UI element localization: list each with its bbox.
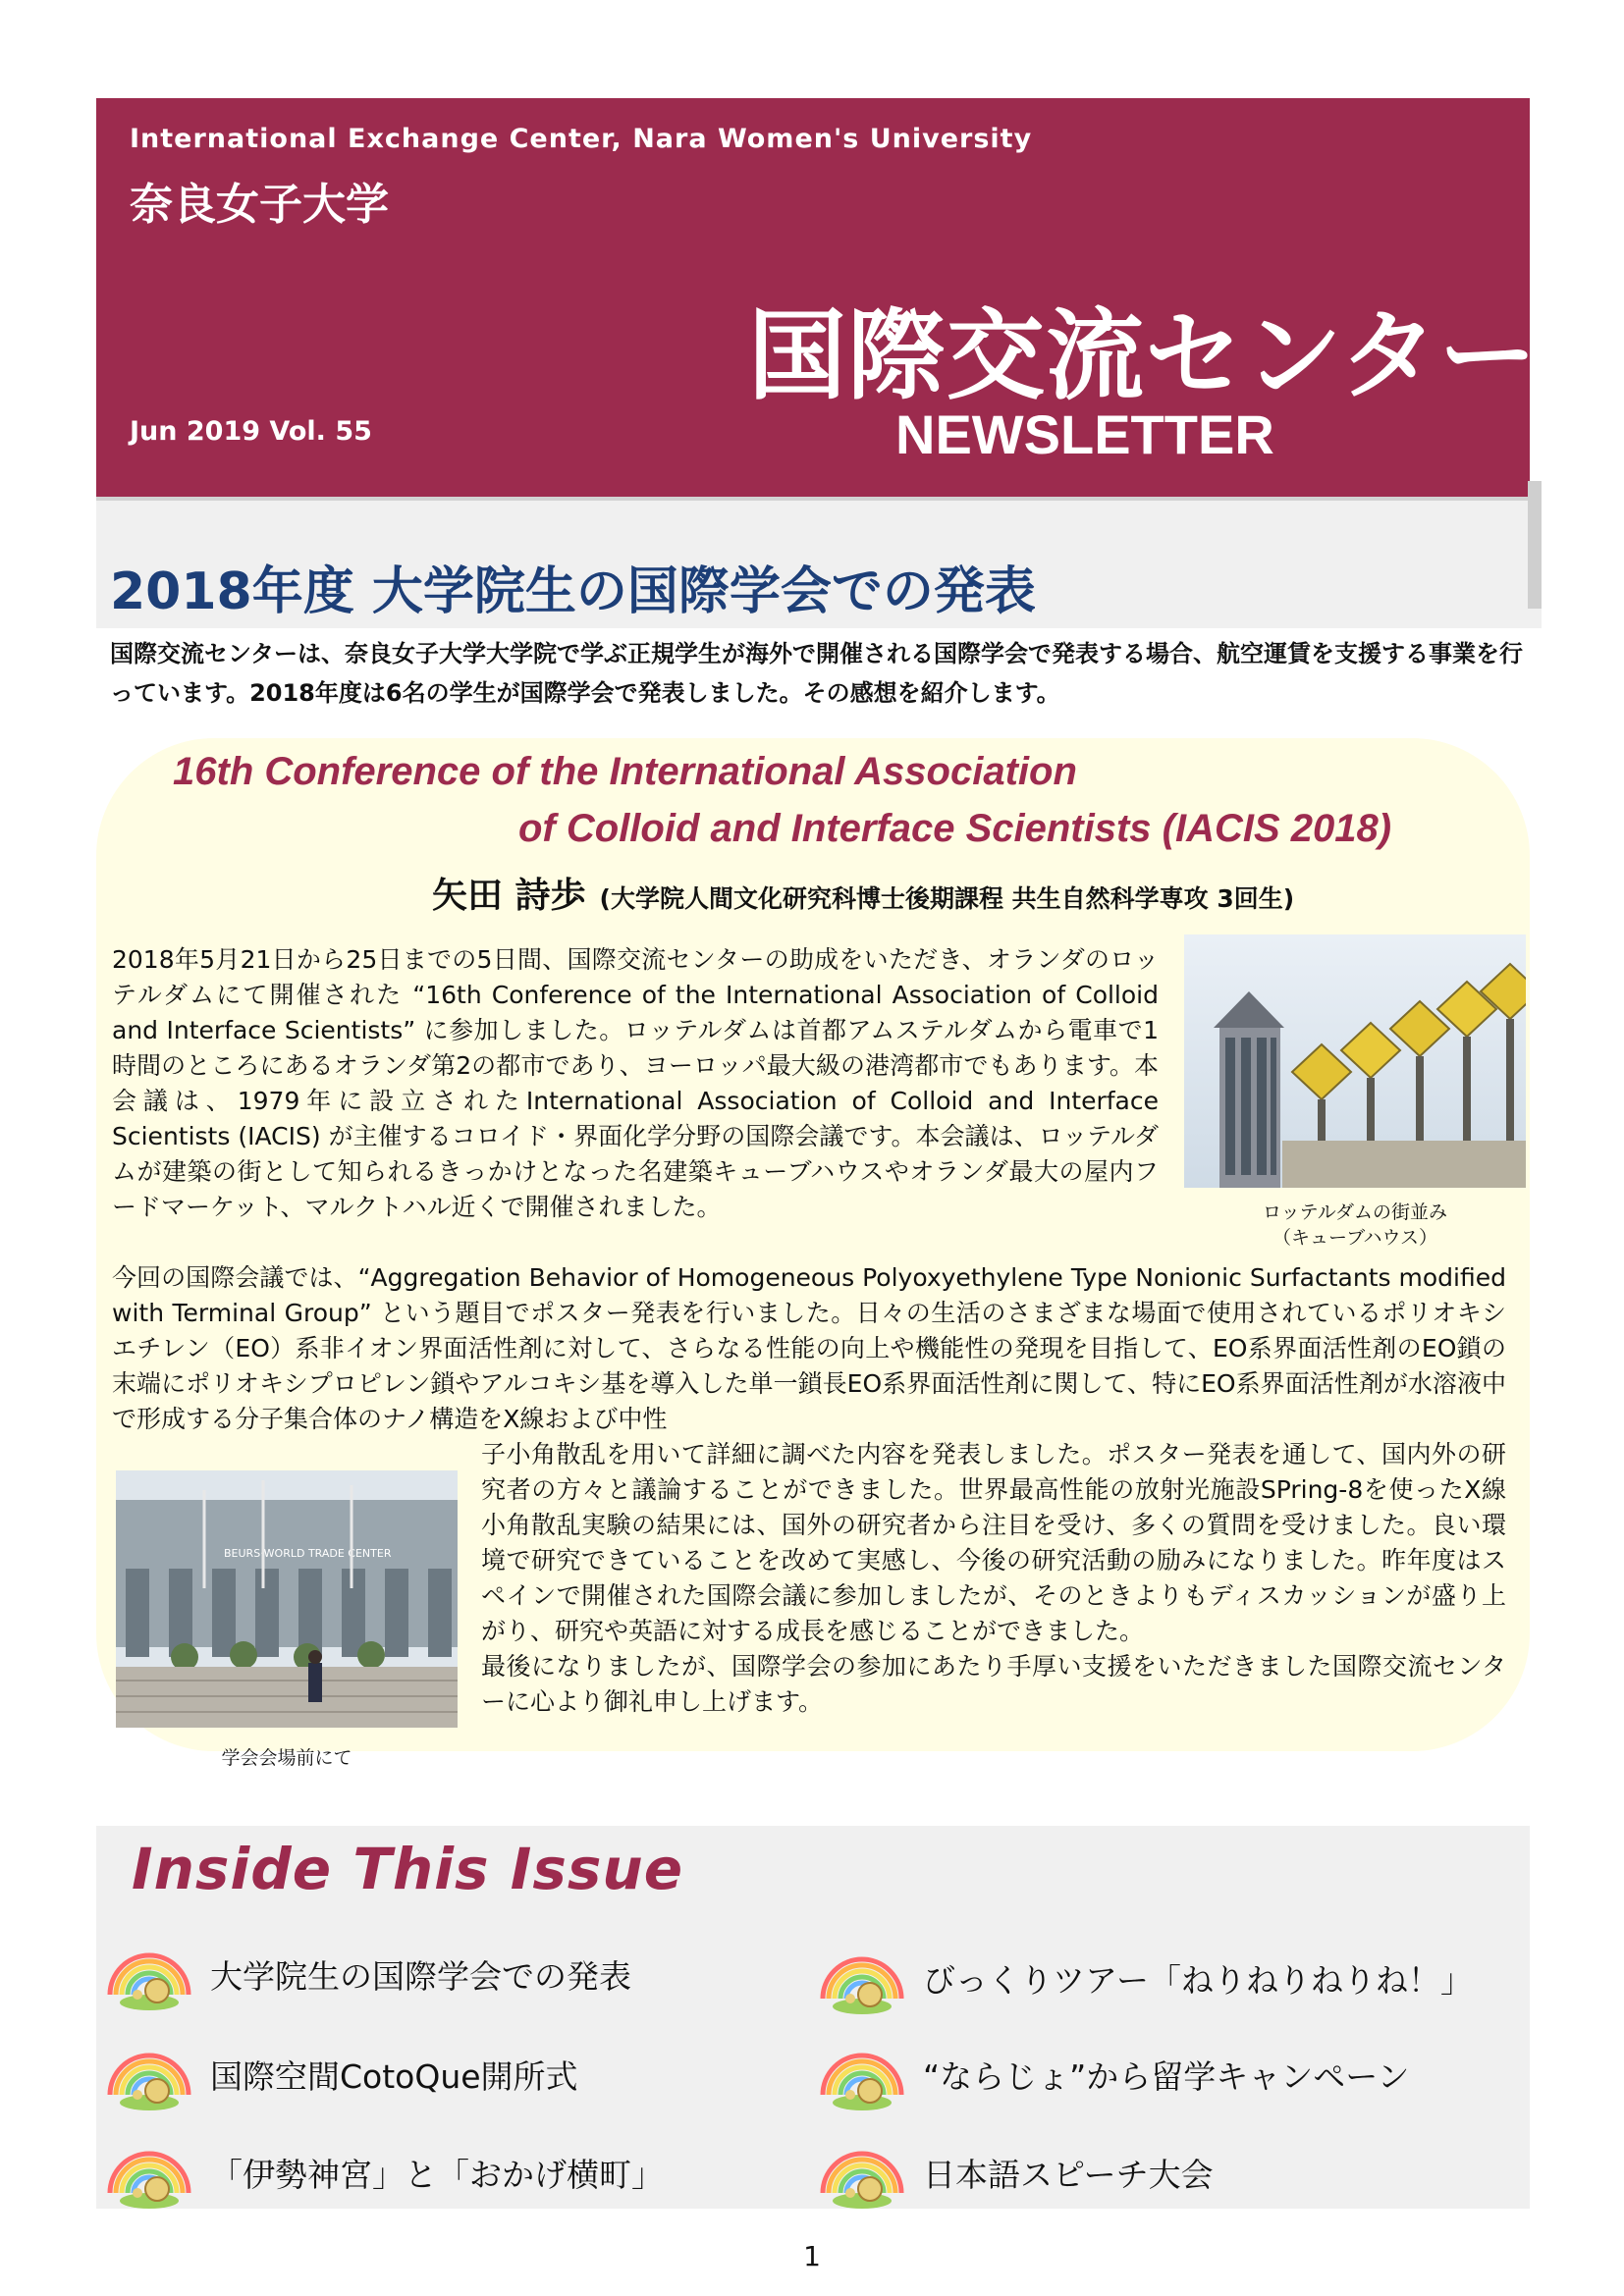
photo-conference-venue	[116, 1470, 458, 1728]
photo-cube-houses	[1184, 934, 1526, 1188]
article-paragraph-1: 2018年5月21日から25日までの5日間、国際交流センターの助成をいただき、オランダのロッテルダムにて開催された “16th Conference of the International Association of Colloid and Interface Scientists” に参加しました。ロッテルダムは首都アムステルダムから電車で1時間のところにあるオランダ第2の都市であり、ヨーロッパ最大級の港湾都市でもあります。本会議は、1979年に設立されたInternational Association of Colloid and Interface Scientists (IACIS) が主催するコロイド・界面化学分野の国際会議です。本会議は、ロッテルダムが建築の街として知られるきっかけとなった名建築キューブハウスやオランダ最大の屋内フードマーケット、マルクトハル近くで開催されました。	[112, 945, 1159, 1221]
issue-item-label: 国際空間CotoQue開所式	[210, 2057, 578, 2096]
photo-venue-caption: 学会会場前にて	[221, 1747, 352, 1769]
author-line	[432, 868, 1294, 918]
issue-item	[815, 2026, 1443, 2116]
org-name-ja: 奈良女子大学	[130, 180, 389, 230]
issue-volume: Jun 2019 Vol. 55	[130, 416, 372, 447]
issue-item-label: 日本語スピーチ大会	[923, 2156, 1214, 2194]
photo-cube-houses-caption	[1184, 1200, 1526, 1251]
article-paragraph-2: 今回の国際会議では、“Aggregation Behavior of Homogeneous Polyoxyethylene Type Nonionic Surfactants modified with Terminal Group” という題目でポスター発表を行いました。日々の生活のさまざまな場面で使用されているポリオキシエチレン（EO）系非イオン界面活性剤に対して、さらなる性能の向上や機能性の発現を目指して、EO系界面活性剤のEO鎖の末端にポリオキシプロピレン鎖やアルコキシ基を導入した単一鎖長EO系界面活性剤に関して、特にEO系界面活性剤が水溶液中で形成する分子集合体のナノ構造をX線および中性	[112, 1263, 1506, 1433]
author-name: 矢田 詩歩	[432, 876, 586, 916]
section-band-edge	[1528, 481, 1542, 609]
issue-item	[102, 2124, 731, 2215]
issue-item	[815, 1930, 1474, 2020]
caption-line-1: ロッテルダムの街並み	[1263, 1201, 1447, 1223]
rainbow-snail-icon	[102, 2026, 196, 2116]
rainbow-snail-icon	[102, 1926, 196, 2016]
issue-item-label: 大学院生の国際学会での発表	[210, 1957, 631, 1996]
issue-item	[102, 1926, 731, 2016]
issue-item-label: 「伊勢神宮」と「おかげ横町」	[210, 2156, 664, 2194]
article-column-right	[481, 1437, 1506, 1720]
author-affiliation: (大学院人間文化研究科博士後期課程 共生自然科学専攻 3回生)	[599, 884, 1295, 913]
issue-item	[815, 2124, 1443, 2215]
conference-title-line2: of Colloid and Interface Scientists (IACIS 2018)	[518, 807, 1392, 850]
caption-line-2: （キューブハウス）	[1272, 1227, 1437, 1249]
org-name-en: International Exchange Center, Nara Women's University	[130, 124, 1033, 154]
venue-sign: BEURS·WORLD TRADE CENTER	[224, 1547, 392, 1560]
conference-title-line1: 16th Conference of the International Association	[173, 750, 1077, 793]
rainbow-snail-icon	[102, 2124, 196, 2215]
page-number: 1	[803, 2240, 821, 2272]
newsletter-title-ja: 国際交流センター	[748, 298, 1538, 413]
section-title: 2018年度 大学院生の国際学会での発表	[110, 562, 1036, 621]
article-paragraph-4: 最後になりましたが、国際学会の参加にあたり手厚い支援をいただきました国際交流センターに心より御礼申し上げます。	[481, 1652, 1506, 1716]
issue-item-label: びっくりツアー「ねりねりねりね！」	[923, 1961, 1474, 2000]
rainbow-snail-icon	[815, 1930, 909, 2020]
issue-item-label: “ならじょ”から留学キャンペーン	[923, 2057, 1410, 2096]
rainbow-snail-icon	[815, 2026, 909, 2116]
rainbow-snail-icon	[815, 2124, 909, 2215]
inside-issue-title: Inside This Issue	[132, 1836, 684, 1902]
newsletter-title-en: NEWSLETTER	[895, 403, 1274, 465]
issue-item	[102, 2026, 731, 2116]
section-intro: 国際交流センターは、奈良女子大学大学院で学ぶ正規学生が海外で開催される国際学会で発表する場合、航空運賃を支援する事業を行っています。2018年度は6名の学生が国際学会で発表しました。その感想を紹介します。	[110, 640, 1524, 707]
article-paragraph-3: 子小角散乱を用いて詳細に調べた内容を発表しました。ポスター発表を通して、国内外の研究者の方々と議論することができました。世界最高性能の放射光施設SPring-8を使ったX線小角散乱実験の結果には、国外の研究者から注目を受け、多くの質問を受けました。良い環境で研究できていることを改めて実感し、今後の研究活動の励みになりました。昨年度はスペインで開催された国際会議に参加しましたが、そのときよりもディスカッションが盛り上がり、研究や英語に対する成長を感じることができました。	[481, 1440, 1506, 1645]
